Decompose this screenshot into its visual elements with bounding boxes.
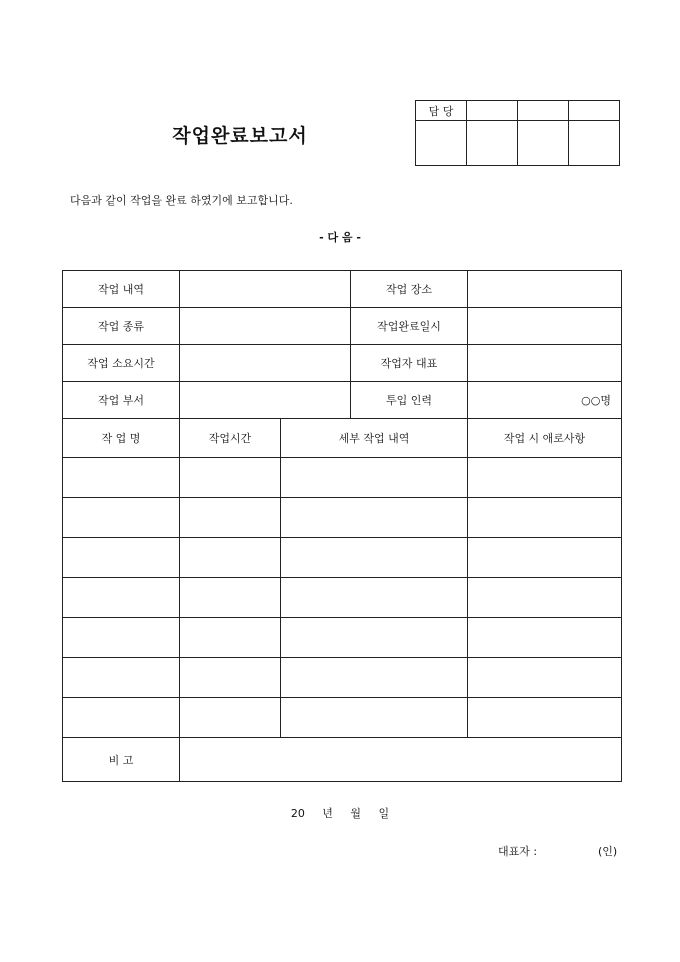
log-header-row bbox=[63, 419, 622, 458]
date-line: 20 년 월 일 bbox=[290, 807, 390, 820]
info-row bbox=[63, 271, 622, 308]
info-value bbox=[468, 271, 622, 308]
log-cell bbox=[468, 698, 622, 738]
log-cell bbox=[468, 498, 622, 538]
log-row bbox=[63, 618, 622, 658]
log-cell bbox=[63, 498, 180, 538]
info-value bbox=[180, 271, 351, 308]
log-cell bbox=[63, 458, 180, 498]
log-cell bbox=[180, 498, 281, 538]
log-header-cell: 작 업 명 bbox=[63, 419, 180, 458]
log-cell bbox=[468, 538, 622, 578]
log-row bbox=[63, 498, 622, 538]
log-cell bbox=[281, 618, 468, 658]
log-cell bbox=[468, 578, 622, 618]
log-cell bbox=[281, 578, 468, 618]
info-value bbox=[180, 345, 351, 382]
info-label: 작업자 대표 bbox=[351, 345, 468, 382]
approval-label: 담 당 bbox=[416, 101, 467, 121]
info-label: 투입 인력 bbox=[351, 382, 468, 419]
info-value: ○○명 bbox=[468, 382, 622, 419]
log-row bbox=[63, 578, 622, 618]
info-label: 작업 종류 bbox=[63, 308, 180, 345]
remarks-label: 비 고 bbox=[63, 738, 180, 782]
intro-text: 다음과 같이 작업을 완료 하였기에 보고합니다. bbox=[70, 194, 293, 207]
info-label: 작업 소요시간 bbox=[63, 345, 180, 382]
approval-sign-cell bbox=[416, 121, 467, 166]
approval-header-cell bbox=[569, 101, 620, 121]
log-cell bbox=[63, 538, 180, 578]
log-cell bbox=[180, 698, 281, 738]
approval-sign-cell bbox=[518, 121, 569, 166]
info-label: 작업 부서 bbox=[63, 382, 180, 419]
document-title: 작업완료보고서 bbox=[172, 125, 308, 147]
info-row bbox=[63, 382, 622, 419]
representative-label: 대표자 : bbox=[498, 845, 538, 858]
log-cell bbox=[63, 698, 180, 738]
approval-box bbox=[415, 100, 620, 166]
log-header-cell: 작업 시 애로사항 bbox=[468, 419, 622, 458]
remarks-value bbox=[180, 738, 622, 782]
log-cell bbox=[281, 658, 468, 698]
log-cell bbox=[281, 698, 468, 738]
log-cell bbox=[180, 458, 281, 498]
info-value bbox=[468, 308, 622, 345]
log-row bbox=[63, 698, 622, 738]
log-cell bbox=[180, 658, 281, 698]
approval-sign-cell bbox=[569, 121, 620, 166]
info-value bbox=[468, 345, 622, 382]
log-cell bbox=[281, 458, 468, 498]
report-table bbox=[62, 270, 622, 782]
info-value bbox=[180, 308, 351, 345]
remarks-row bbox=[63, 738, 622, 782]
approval-header-cell bbox=[518, 101, 569, 121]
log-cell bbox=[468, 458, 622, 498]
log-header-cell: 작업시간 bbox=[180, 419, 281, 458]
approval-header-cell bbox=[467, 101, 518, 121]
info-value bbox=[180, 382, 351, 419]
log-cell bbox=[180, 538, 281, 578]
section-heading: - 다 음 - bbox=[319, 231, 361, 244]
info-row bbox=[63, 345, 622, 382]
log-cell bbox=[468, 658, 622, 698]
log-cell bbox=[468, 618, 622, 658]
info-label: 작업 장소 bbox=[351, 271, 468, 308]
log-row bbox=[63, 658, 622, 698]
approval-sign-cell bbox=[467, 121, 518, 166]
seal-mark: (인) bbox=[598, 845, 618, 858]
log-cell bbox=[180, 578, 281, 618]
log-row bbox=[63, 538, 622, 578]
info-label: 작업 내역 bbox=[63, 271, 180, 308]
log-cell bbox=[281, 538, 468, 578]
log-cell bbox=[63, 578, 180, 618]
log-cell bbox=[180, 618, 281, 658]
info-label: 작업완료일시 bbox=[351, 308, 468, 345]
log-row bbox=[63, 458, 622, 498]
log-cell bbox=[63, 658, 180, 698]
info-row bbox=[63, 308, 622, 345]
log-header-cell: 세부 작업 내역 bbox=[281, 419, 468, 458]
log-cell bbox=[63, 618, 180, 658]
log-cell bbox=[281, 498, 468, 538]
